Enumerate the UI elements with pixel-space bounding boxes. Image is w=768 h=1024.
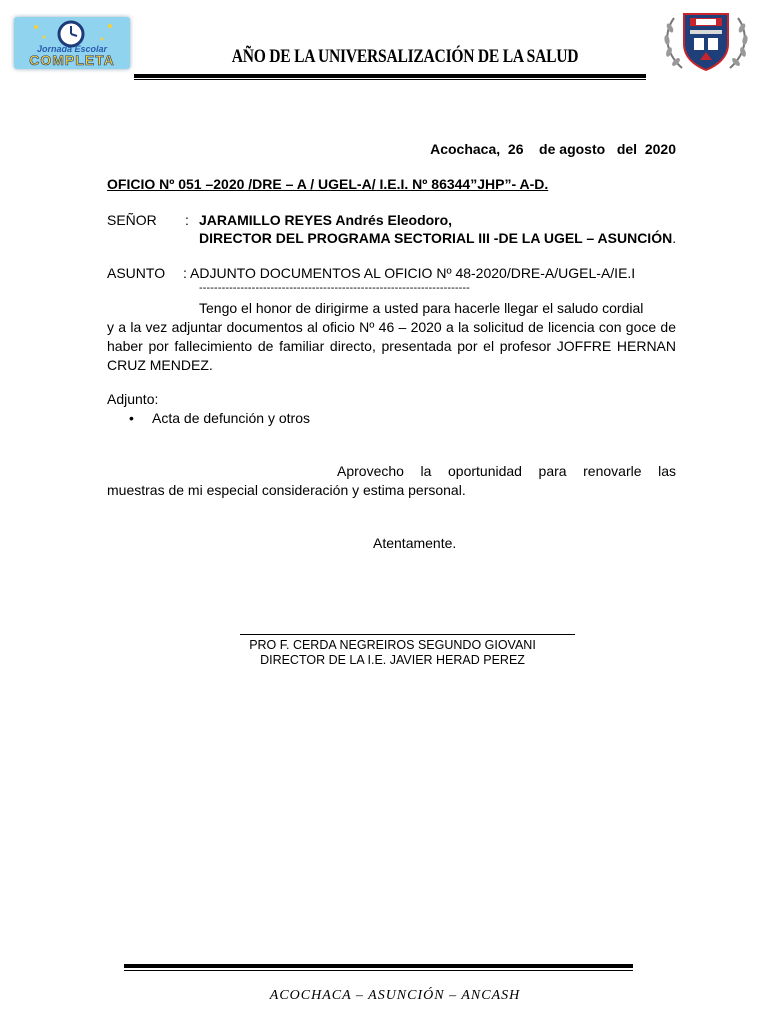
header-rule-thin — [134, 79, 646, 80]
jornada-escolar-logo — [14, 17, 130, 69]
body-paragraph: y a la vez adjuntar documentos al oficio Nº 46 – 2020 a la solicitud de licencia con goce de haber por fallecimiento de familiar directo, presentada por el profesor JOFFRE HERNAN CRUZ MENDEZ. — [107, 319, 676, 373]
footer-rule — [124, 964, 633, 968]
signature-line — [240, 634, 575, 635]
logo-line1: Jornada Escolar — [36, 44, 108, 54]
letter-reference: OFICIO Nº 051 –2020 /DRE – A / UGEL-A/ I.E.I. Nº 86344”JHP”- A-D. — [107, 176, 549, 192]
attachment-item: Acta de defunción y otros — [152, 410, 310, 426]
closing-first-line: Aprovecho la oportunidad para renovarle las — [337, 463, 676, 479]
recipient-title-period: . — [672, 230, 677, 246]
recipient-name: JARAMILLO REYES Andrés Eleodoro, — [199, 212, 453, 228]
recipient-label: SEÑOR — [107, 212, 157, 228]
letter-date: Acochaca, 26 de agosto del 2020 — [430, 141, 676, 157]
footer-rule-thin — [124, 970, 633, 971]
subject-dashes: ------------------------------------------------------------------------ — [199, 282, 470, 294]
header-rule — [134, 74, 646, 78]
school-crest-icon — [660, 8, 752, 74]
body-first-line: Tengo el honor de dirigirme a usted para hacerle llegar el saludo cordial — [199, 300, 644, 316]
signer-role: DIRECTOR DE LA I.E. JAVIER HERAD PEREZ — [260, 653, 525, 667]
signer-name: PRO F. CERDA NEGREIROS SEGUNDO GIOVANI — [249, 638, 536, 652]
attachment-bullet: • — [129, 410, 134, 426]
subject-text: : ADJUNTO DOCUMENTOS AL OFICIO Nº 48-2020/DRE-A/UGEL-A/IE.I — [183, 265, 636, 281]
recipient-colon: : — [185, 212, 189, 228]
sign-off: Atentamente. — [373, 535, 457, 551]
subject-label: ASUNTO — [107, 265, 166, 281]
recipient-title — [199, 229, 676, 248]
logo-line2: COMPLETA — [29, 52, 115, 68]
recipient-title-text: DIRECTOR DEL PROGRAMA SECTORIAL III -DE LA UGEL – ASUNCIÓN — [199, 230, 673, 246]
attachment-label: Adjunto: — [107, 391, 159, 407]
closing-second-line: muestras de mi especial consideración y estima personal. — [107, 482, 466, 498]
page-title: AÑO DE LA UNIVERSALIZACIÓN DE LA SALUD — [231, 46, 579, 67]
footer-text: ACOCHACA – ASUNCIÓN – ANCASH — [269, 988, 521, 1003]
